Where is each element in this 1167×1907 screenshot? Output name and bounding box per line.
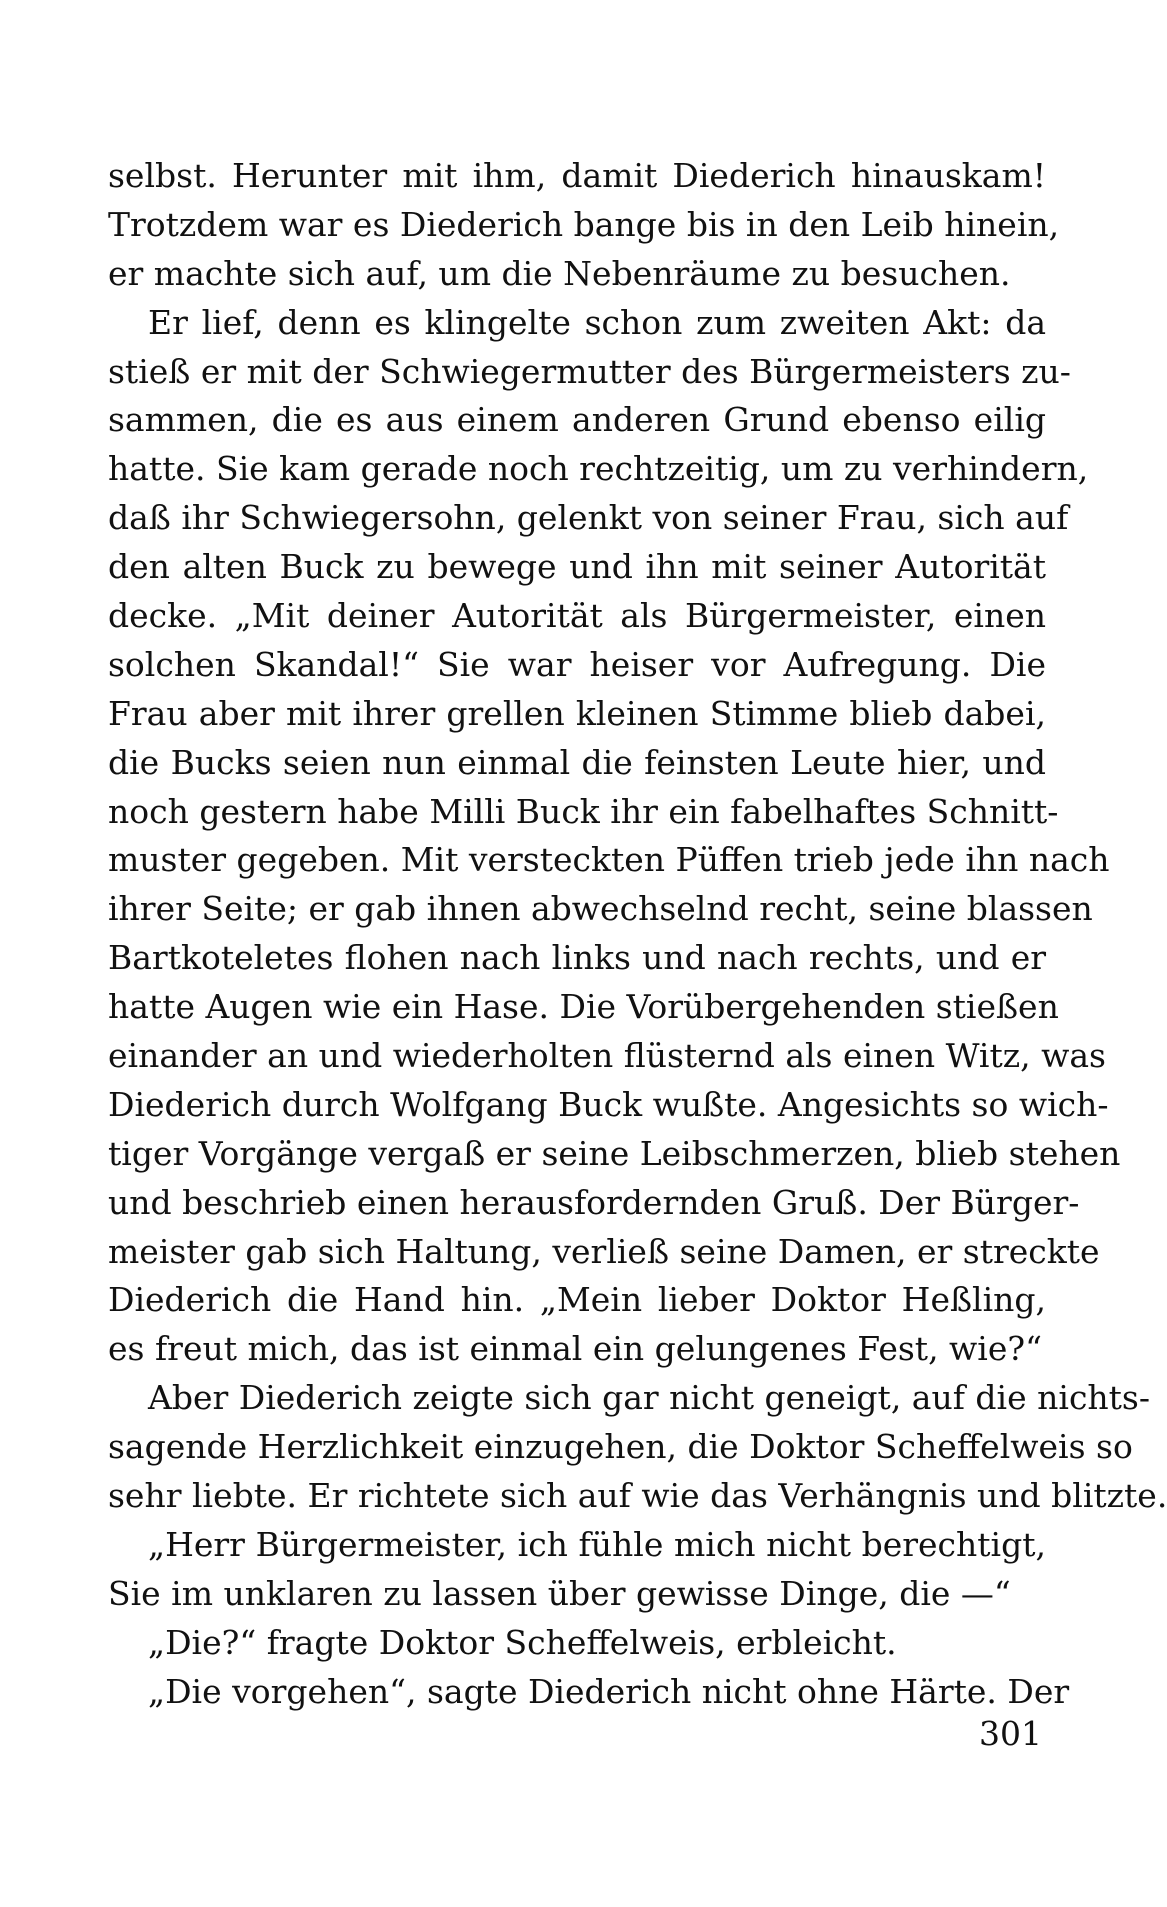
text-line: sagende Herzlichkeit einzugehen, die Doktor Scheffelweis so [108,1427,1133,1467]
text-line: hatte. Sie kam gerade noch rechtzeitig, um zu verhindern, [108,449,1089,489]
text-line: Trotzdem war es Diederich bange bis in den Leib hinein, [108,204,1060,244]
text-line: einander an und wiederholten flüsternd als einen Witz, was [108,1036,1106,1076]
text-line: Frau aber mit ihrer grellen kleinen Stimme blieb dabei, [108,693,1046,733]
text-line: Aber Diederich zeigte sich gar nicht geneigt, auf die nichts- [148,1378,1151,1418]
text-line: stieß er mit der Schwiegermutter des Bürgermeisters zu- [108,351,1071,391]
body-text [108,152,1167,1717]
text-line: tiger Vorgänge vergaß er seine Leibschmerzen, blieb stehen [108,1133,1121,1173]
text-line: Diederich die Hand hin. „Mein lieber Doktor Heßling, [108,1280,1046,1320]
text-line: selbst. Herunter mit ihm, damit Diederich hinauskam! [108,156,1046,195]
text-line: Diederich durch Wolfgang Buck wußte. Angesichts so wich- [108,1084,1109,1124]
text-line: die Bucks seien nun einmal die feinsten Leute hier, und [108,742,1046,782]
text-line: Er lief, denn es klingelte schon zum zweiten Akt: da [148,302,1046,342]
text-line: ihrer Seite; er gab ihnen abwechselnd recht, seine blassen [108,889,1093,929]
text-line: „Die vorgehen“, sagte Diederich nicht ohne Härte. Der [148,1671,1070,1711]
text-line: den alten Buck zu bewege und ihn mit seiner Autorität [108,547,1046,587]
text-line: noch gestern habe Milli Buck ihr ein fabelhaftes Schnitt- [108,791,1059,831]
text-line: es freut mich, das ist einmal ein gelungenes Fest, wie?“ [108,1329,1042,1369]
text-line: decke. „Mit deiner Autorität als Bürgermeister, einen [108,596,1046,636]
page-number: 301 [979,1714,1042,1753]
text-line: Bartkoteletes flohen nach links und nach rechts, und er [108,938,1046,978]
text-line: „Die?“ fragte Doktor Scheffelweis, erbleicht. [148,1622,897,1662]
text-line: Sie im unklaren zu lassen über gewisse Dinge, die —“ [108,1573,1011,1613]
text-line: daß ihr Schwiegersohn, gelenkt von seiner Frau, sich auf [108,498,1069,538]
text-line: solchen Skandal!“ Sie war heiser vor Aufregung. Die [108,644,1046,684]
text-line: er machte sich auf, um die Nebenräume zu besuchen. [108,253,1011,293]
text-line: muster gegeben. Mit versteckten Püffen trieb jede ihn nach [108,840,1110,880]
text-line: sehr liebte. Er richtete sich auf wie das Verhängnis und blitzte. [108,1476,1167,1516]
text-line: hatte Augen wie ein Hase. Die Vorübergehenden stießen [108,987,1059,1027]
text-line: und beschrieb einen herausfordernden Gruß. Der Bürger- [108,1182,1080,1222]
text-line: meister gab sich Haltung, verließ seine Damen, er streckte [108,1231,1100,1271]
text-line: sammen, die es aus einem anderen Grund ebenso eilig [108,400,1046,440]
text-line: „Herr Bürgermeister, ich fühle mich nicht berechtigt, [148,1524,1046,1564]
